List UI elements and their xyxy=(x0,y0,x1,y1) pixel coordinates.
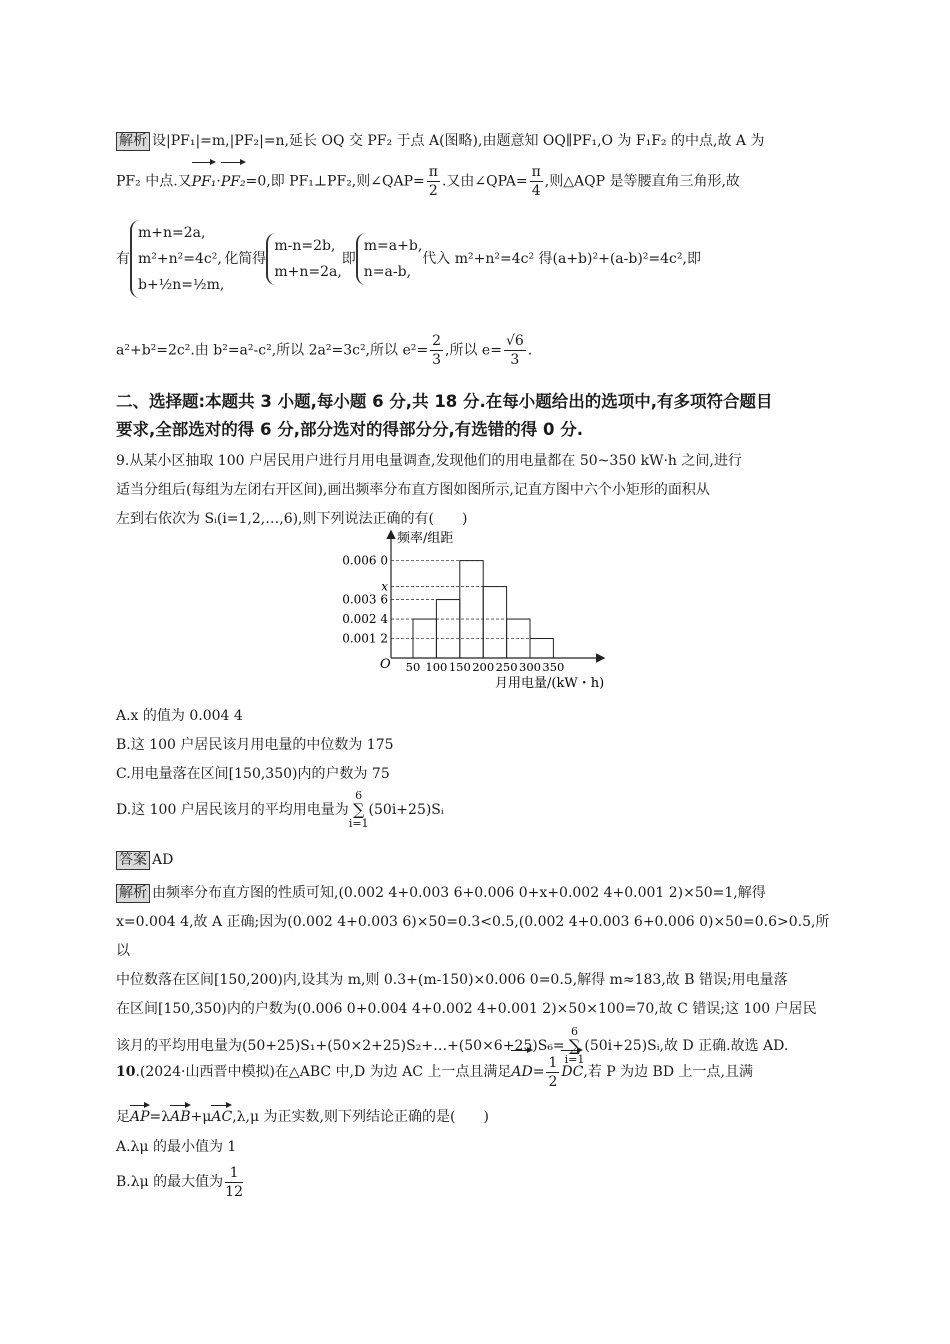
equation-system-2: m-n=2b, m+n=2a, xyxy=(266,233,341,285)
x-tick-labels xyxy=(406,660,565,674)
answer-tag: 答案 xyxy=(116,851,150,870)
question-10-line1: 10.(2024·山西晋中模拟)在△ABC 中,D 为边 AC 上一点且满足AD= $\frac{1}{2}$ DC,若 P 为边 BD 上一点,且满 xyxy=(116,1052,836,1092)
x-tick-label: 250 xyxy=(495,660,518,674)
y-tick-label: 0.006 0 xyxy=(342,553,388,568)
y-tick-label: 0.003 6 xyxy=(342,592,388,607)
fraction-2-3: $\frac{2}{3}$ xyxy=(432,333,442,368)
question-9-stem: 9.从某小区抽取 100 户居民用户进行月用电量调查,发现他们的用电量都在 50~350 kW·h 之间,进行 适当分组后(每组为左闭右开区间),画出频率分布直方图如图所示,记直方图中六个小矩形的面积从 左到右依次为 Sᵢ(i=1,2,…,6),则下列说法正确的有( ) xyxy=(116,453,742,527)
fraction-1-12: $\frac{1}{12}$ xyxy=(225,1164,243,1200)
q9-option-b: B.这 100 户居民该月用电量的中位数为 175 xyxy=(116,737,394,753)
vector-ad: AD xyxy=(511,1052,532,1092)
section-heading: 二、选择题:本题共 3 小题,每小题 6 分,共 18 分.在每小题给出的选项中,有多项符合题目 要求,全部选对的得 6 分,部分选对的得部分分,有选错的得 0 分. xyxy=(116,392,773,439)
x-tick-label: 50 xyxy=(405,660,421,674)
q9-answer: 答案 AD xyxy=(116,850,836,870)
equation-system-3: m=a+b, n=a-b, xyxy=(356,233,423,285)
prev-solution-last: a²+b²=2c².由 b²=a²-c²,所以 2a²=3c²,所以 e²= $\frac{2}{3}$ ,所以 e= $\frac{√6}{3}$ . xyxy=(116,333,533,368)
y-tick-label: 0.002 4 xyxy=(342,612,388,627)
prev-solution-text1: 设|PF₁|=m,|PF₂|=n,延长 OQ 交 PF₂ 于点 A(图略),由题意知 OQ∥PF₁,O 为 F₁F₂ 的中点,故 A 为 xyxy=(152,133,765,149)
vector-pf2: PF₂ xyxy=(221,164,246,200)
histogram-bar xyxy=(483,587,506,658)
histogram-bars xyxy=(413,561,553,658)
q10-option-a: A.λμ 的最小值为 1 xyxy=(116,1139,237,1155)
solution-tag-q9: 解析 xyxy=(116,884,150,903)
y-tick-labels xyxy=(342,554,388,646)
histogram-bar xyxy=(460,561,483,658)
y-axis-label: 频率/组距 xyxy=(397,531,454,546)
q9-option-c: C.用电量落在区间[150,350)内的户数为 75 xyxy=(116,766,390,782)
y-tick-label: 0.001 2 xyxy=(342,631,388,646)
x-tick-label: 350 xyxy=(542,660,565,674)
fraction-sqrt6-3: $\frac{√6}{3}$ xyxy=(505,333,524,368)
frequency-histogram xyxy=(335,528,625,690)
question-10-line2: 足AP=λAB+μAC,λ,μ 为正实数,则下列结论正确的是( ) xyxy=(116,1109,489,1125)
sum-symbol-solution: 6 ∑ i=1 xyxy=(564,1025,585,1066)
origin-label: O xyxy=(380,657,391,672)
x-tick-label: 200 xyxy=(472,660,495,674)
vector-ap: AP xyxy=(130,1109,150,1125)
q9-solution: 解析 由频率分布直方图的性质可知,(0.002 4+0.003 6+0.006 0+x+0.002 4+0.001 2)×50=1,解得 x=0.004 4,故 A 正确;因为(0.002 4+0.003 6)×50=0.3<0.5,(0.002 4+0.003 6+0.006 0)×50=0.6>0.5,所以 中位数落在区间[150,200)内,设其为 m,则 0.3+(m-150)×0.006 0=0.5,解得 m≈183,故 B 错误;用电量落 在区间[150,350)内的户数为(0.006 0+0.004 4+0.002 4+0.001 2)×50×100=70,故 C 错误;这 100 户居民 该月的平均用电量为(50+25)S₁+(50×2+25)S₂+…+(50×6+25)S₆= 6 ∑ i=1 (50i+25)Sᵢ,故 D 正确.故选 AD. xyxy=(116,885,830,1066)
prev-solution-system: 有 m+n=2a, m²+n²=4c², b+½n=½m, 化简得 m-n=2b, m+n=2a, 即 m=a+b, n=a-b, 代入 m²+n²=4c² 得(a+b)²+(a-b)²=4c²,即 xyxy=(116,220,836,298)
q10-option-b: B.λμ 的最大值为 $\frac{1}{12}$ xyxy=(116,1164,243,1200)
y-tick-label: x xyxy=(381,579,388,594)
fraction-pi-4: $\frac{\pi}{4}$ xyxy=(531,164,541,199)
q9-option-a: A.x 的值为 0.004 4 xyxy=(116,708,243,724)
prev-solution-line2: PF₂ 中点.又PF₁·PF₂=0,即 PF₁⊥PF₂,则∠QAP= $\frac{\pi}{2}$ .又由∠QPA= $\frac{\pi}{4}$ ,则△AQP 是等腰直角三角形,故 xyxy=(116,164,740,199)
x-tick-label: 100 xyxy=(425,660,448,674)
solution-tag: 解析 xyxy=(116,132,150,151)
x-tick-label: 300 xyxy=(519,660,541,674)
prev-solution-line1 xyxy=(116,131,836,151)
fraction-1-2: $\frac{1}{2}$ xyxy=(548,1054,558,1090)
x-axis-label: 月用电量/(kW・h) xyxy=(495,676,605,690)
x-tick-label: 150 xyxy=(448,660,471,674)
vector-ac: AC xyxy=(211,1109,233,1125)
sum-symbol: 6 ∑ i=1 xyxy=(348,789,369,830)
vector-pf1: PF₁ xyxy=(192,164,217,200)
q9-option-d: D.这 100 户居民该月的平均用电量为 6 ∑ i=1 (50i+25)Sᵢ xyxy=(116,789,444,830)
histogram-bar xyxy=(436,600,459,658)
equation-system-1: m+n=2a, m²+n²=4c², b+½n=½m, xyxy=(130,220,224,298)
fraction-pi-2: $\frac{\pi}{2}$ xyxy=(428,164,438,199)
vector-ab: AB xyxy=(170,1109,191,1125)
vector-dc: DC xyxy=(561,1052,583,1092)
histogram-gridlines xyxy=(391,561,553,639)
histogram-bar xyxy=(530,639,553,658)
